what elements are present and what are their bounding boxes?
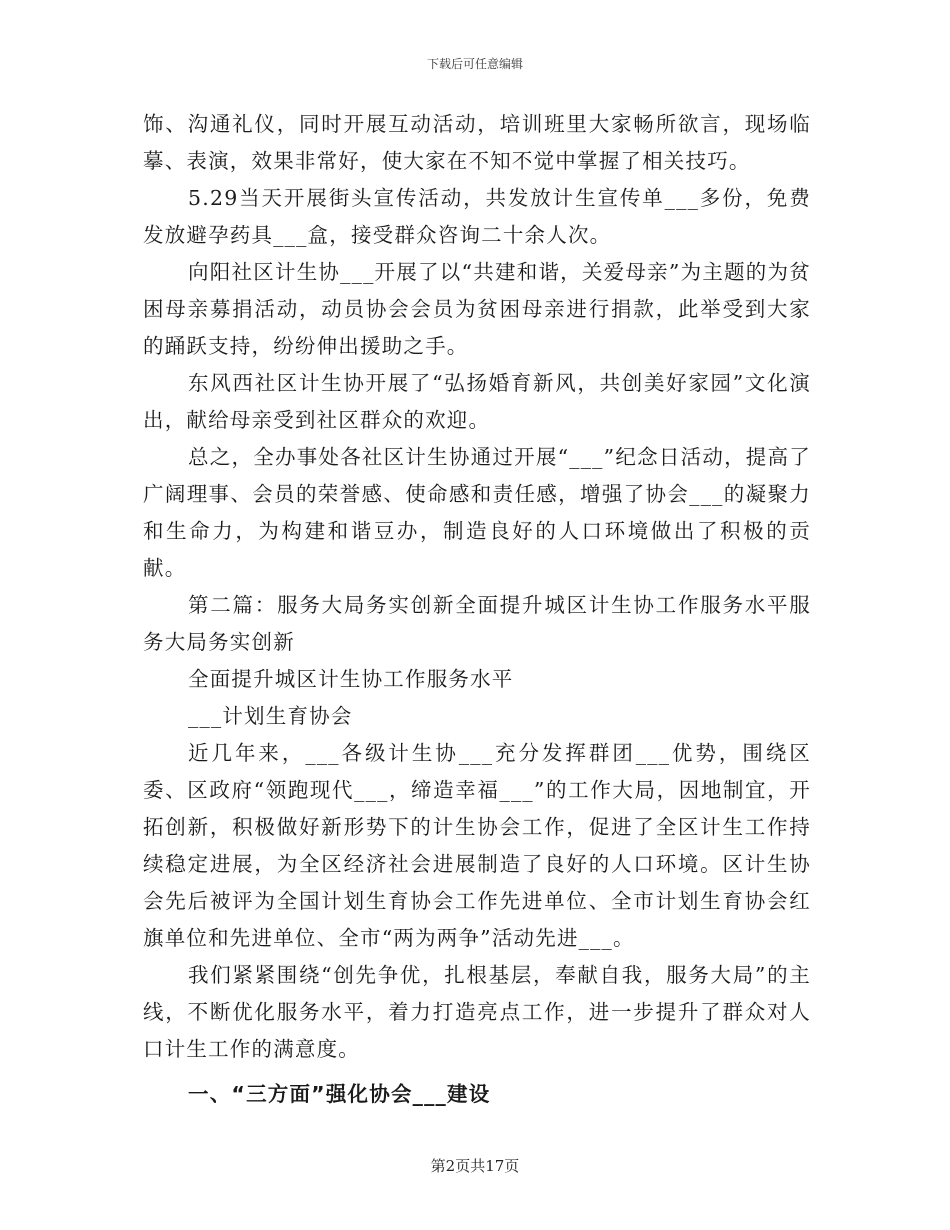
paragraph-organization: ___计划生育协会 — [188, 704, 353, 728]
paragraph-subtitle: 全面提升城区计生协工作服务水平 — [188, 667, 514, 691]
paragraph-street-campaign: 5.29当天开展街头宣传活动，共发放计生宣传单___多份，免费发放避孕药具___盒，接受群众咨询二十余人次。 — [143, 186, 811, 247]
paragraph-xiangyang-community: 向阳社区计生协___开展了以“共建和谐，关爱母亲”为主题的为贫困母亲募捐活动，动员协会会员为贫困母亲进行捐款，此举受到大家的踊跃支持，纷纷伸出援助之手。 — [143, 260, 811, 358]
paragraph-main-line: 我们紧紧围绕“创先争优，扎根基层，奉献自我，服务大局”的主线，不断优化服务水平，着力打造亮点工作，进一步提升了群众对人口计生工作的满意度。 — [143, 963, 811, 1061]
document-body — [143, 106, 811, 1113]
paragraph-recent-years: 近几年来，___各级计生协___充分发挥群团___优势，围绕区委、区政府“领跑现代___，缔造幸福___”的工作大局，因地制宜，开拓创新，积极做好新形势下的计生协会工作，促进了全区计生工作持续稳定进展，为全区经济社会进展制造了良好的人口环境。区计生协会先后被评为全国计划生育协会工作先进单位、全市计划生育协会红旗单位和先进单位、全市“两为两争”活动先进___。 — [143, 741, 811, 950]
page-header: 下载后可任意编辑 — [426, 57, 523, 71]
page-number: 第2页共17页 — [430, 1157, 520, 1175]
paragraph-continuation: 饰、沟通礼仪，同时开展互动活动，培训班里大家畅所欲言，现场临摹、表演，效果非常好，使大家在不知不觉中掌握了相关技巧。 — [143, 112, 811, 173]
section-heading: 一、“三方面”强化协会___建设 — [188, 1082, 491, 1106]
paragraph-dongfengxi-community: 东风西社区计生协开展了“弘扬婚育新风，共创美好家园”文化演出，献给母亲受到社区群众的欢迎。 — [143, 371, 811, 432]
paragraph-part-two-title: 第二篇：服务大局务实创新全面提升城区计生协工作服务水平服务大局务实创新 — [143, 593, 811, 654]
paragraph-summary: 总之，全办事处各社区计生协通过开展“___”纪念日活动，提高了广阔理事、会员的荣誉感、使命感和责任感，增强了协会___的凝聚力和生命力，为构建和谐豆办，制造良好的人口环境做出了积极的贡献。 — [143, 445, 811, 580]
